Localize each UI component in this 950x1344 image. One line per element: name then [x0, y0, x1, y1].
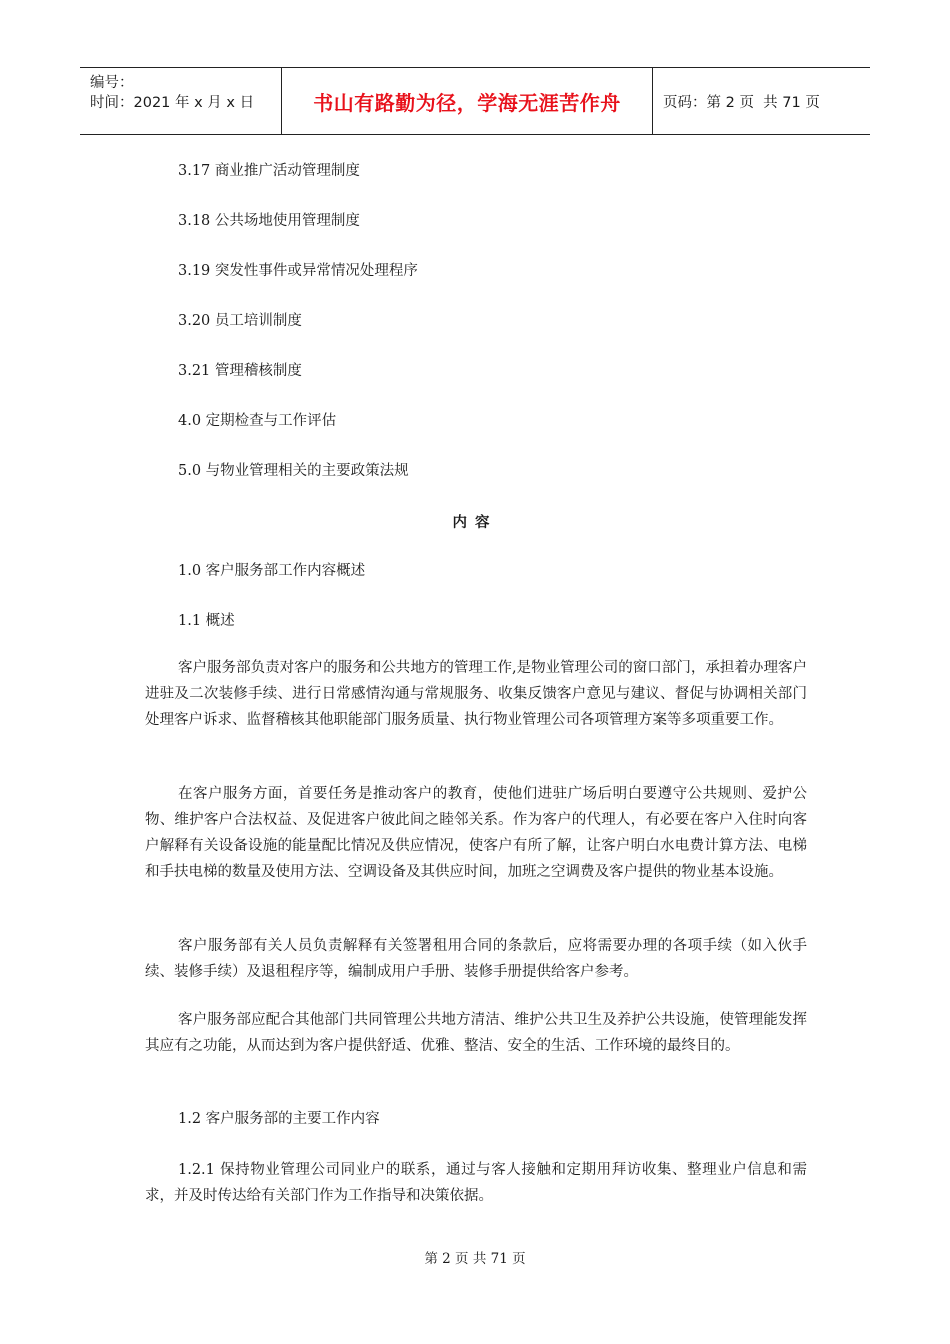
section-title: 内容 — [452, 515, 498, 531]
paragraph-1-2-1: 1.2.1 保持物业管理公司同业户的联系，通过与客人接触和定期用拜访收集、整理业户信息和需求，并及时传达给有关部门作为工作指导和决策依据。 — [145, 1162, 807, 1204]
header-motto: 书山有路勤为径，学海无涯苦作舟 — [282, 68, 653, 134]
heading-1-2: 1.2 客户服务部的主要工作内容 — [178, 1111, 380, 1127]
toc-item: 4.0 定期检查与工作评估 — [178, 413, 337, 429]
toc-item: 5.0 与物业管理相关的主要政策法规 — [178, 463, 409, 479]
heading-1-0: 1.0 客户服务部工作内容概述 — [178, 563, 366, 579]
toc-item: 3.20 员工培训制度 — [178, 313, 302, 329]
paragraph: 客户服务部应配合其他部门共同管理公共地方清洁、维护公共卫生及养护公共设施，使管理能发挥其应有之功能，从而达到为客户提供舒适、优雅、整洁、安全的生活、工作环境的最终目的。 — [145, 1012, 807, 1054]
header-meta — [80, 68, 282, 134]
paragraph: 客户服务部负责对客户的服务和公共地方的管理工作,是物业管理公司的窗口部门，承担着办理客户进驻及二次装修手续、进行日常感情沟通与常规服务、收集反馈客户意见与建议、督促与协调相关部门处理客户诉求、监督稽核其他职能部门服务质量、执行物业管理公司各项管理方案等多项重要工作。 — [145, 660, 807, 728]
toc-item: 3.19 突发性事件或异常情况处理程序 — [178, 263, 418, 279]
number-label: 编号： — [90, 75, 134, 91]
page-header — [80, 67, 870, 135]
header-page-info — [653, 68, 870, 134]
paragraph: 在客户服务方面，首要任务是推动客户的教育，使他们进驻广场后明白要遵守公共规则、爱护公物、维护客户合法权益、及促进客户彼此间之睦邻关系。作为客户的代理人，有必要在客户入住时向客户解释有关设备设施的能量配比情况及供应情况，使客户有所了解，让客户明白水电费计算方法、电梯和手扶电梯的数量及使用方法、空调设备及其供应时间，加班之空调费及客户提供的物业基本设施。 — [145, 786, 807, 880]
time-label: 时间：2021 年 x 月 x 日 — [90, 95, 255, 111]
toc-item: 3.21 管理稽核制度 — [178, 363, 302, 379]
paragraph: 客户服务部有关人员负责解释有关签署租用合同的条款后，应将需要办理的各项手续（如入伙手续、装修手续）及退租程序等，编制成用户手册、装修手册提供给客户参考。 — [145, 938, 807, 980]
heading-1-1: 1.1 概述 — [178, 613, 235, 629]
toc-item: 3.18 公共场地使用管理制度 — [178, 213, 360, 229]
page-footer: 第 2 页 共 71 页 — [424, 1251, 526, 1267]
page-info-text: 页码：第 2 页 共 71 页 — [663, 94, 820, 111]
toc-item: 3.17 商业推广活动管理制度 — [178, 163, 360, 179]
